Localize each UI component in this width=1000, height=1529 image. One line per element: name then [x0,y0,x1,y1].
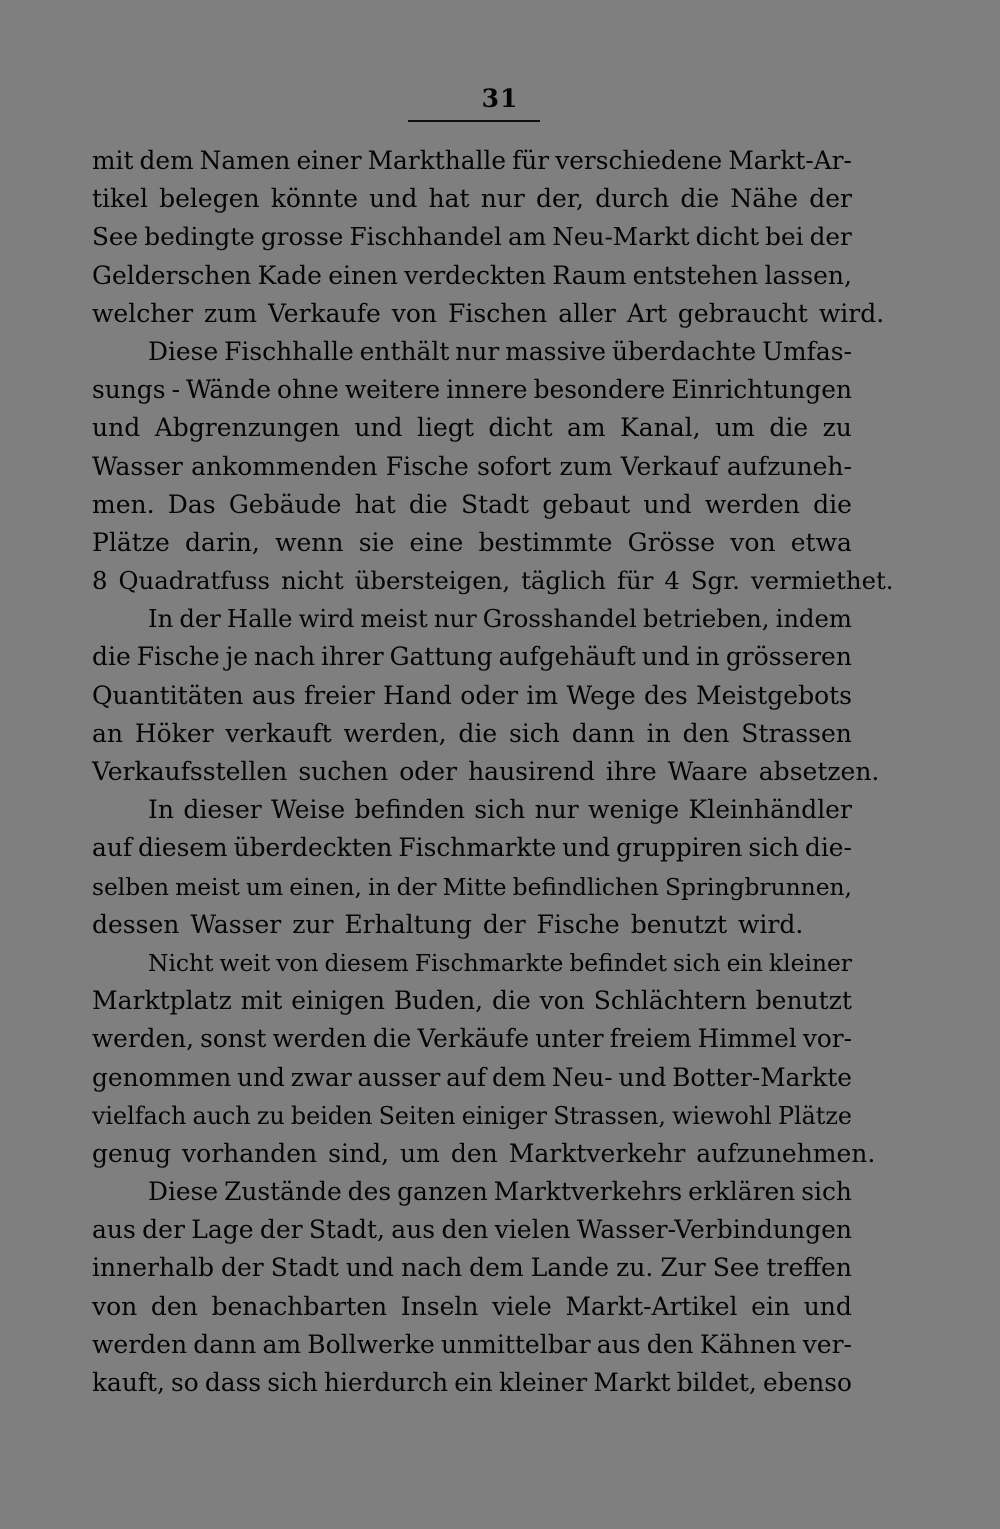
text-line: aus der Lage der Stadt, aus den vielen Wasser-Verbindungen [92,1215,852,1245]
paragraph-6 [92,1173,852,1402]
text-line: Marktplatz mit einigen Buden, die von Schlächtern benutzt [92,986,852,1016]
text-line: Plätze darin, wenn sie eine bestimmte Grösse von etwa [92,527,852,557]
text-line: mit dem Namen einer Markthalle für verschiedene Markt-Ar- [92,146,852,175]
text-line: Quantitäten aus freier Hand oder im Wege des Meistgebots [92,680,852,710]
text-line: 8 Quadratfuss nicht übersteigen, täglich für 4 Sgr. vermiethet. [92,566,894,596]
text-line: und Abgrenzungen und liegt dicht am Kanal, um die zu [92,413,852,443]
paragraph-3 [92,600,880,791]
page-number: 31 [481,84,519,113]
paragraph-4 [92,791,852,944]
text-line: die Fische je nach ihrer Gattung aufgehäuft und in grösseren [92,642,852,672]
text-line: an Höker verkauft werden, die sich dann in den Strassen [92,718,852,748]
text-line: innerhalb der Stadt und nach dem Lande zu. Zur See treffen [92,1253,852,1283]
text-line: werden dann am Bollwerke unmittelbar aus den Kähnen ver- [92,1329,852,1359]
text-line: men. Das Gebäude hat die Stadt gebaut und werden die [92,489,852,519]
text-line: Diese Zustände des ganzen Marktverkehrs erklären sich [148,1177,852,1207]
paragraph-1 [92,142,885,333]
text-line: In der Halle wird meist nur Grosshandel betrieben, indem [148,604,852,634]
paragraph-2 [92,333,894,600]
text-line: selben meist um einen, in der Mitte befindlichen Springbrunnen, [92,872,852,901]
text-line: auf diesem überdeckten Fischmarkte und gruppiren sich die- [92,833,852,863]
text-line: sungs - Wände ohne weitere innere besondere Einrichtungen [92,375,852,405]
text-line: See bedingte grosse Fischhandel am Neu-Markt dicht bei der [92,222,852,252]
paragraph-5 [92,944,876,1173]
text-line: Wasser ankommenden Fische sofort zum Verkauf aufzuneh- [92,451,852,481]
text-line: dessen Wasser zur Erhaltung der Fische benutzt wird. [92,909,804,939]
text-line: kauft, so dass sich hierdurch ein kleiner Markt bildet, ebenso [92,1368,852,1397]
text-line: Diese Fischhalle enthält nur massive überdachte Umfas- [148,336,852,366]
text-line: welcher zum Verkaufe von Fischen aller Art gebraucht wird. [92,298,885,328]
text-line: vielfach auch zu beiden Seiten einiger Strassen, wiewohl Plätze [92,1101,852,1130]
text-line: Nicht weit von diesem Fischmarkte befindet sich ein kleiner [148,948,852,977]
text-line: von den benachbarten Inseln viele Markt-Artikel ein und [92,1291,852,1321]
text-line: werden, sonst werden die Verkäufe unter freiem Himmel vor- [92,1024,852,1054]
text-line: tikel belegen könnte und hat nur der, durch die Nähe der [92,184,852,214]
text-line: genommen und zwar ausser auf dem Neu- und Botter-Markte [92,1062,852,1092]
text-line: In dieser Weise befinden sich nur wenige Kleinhändler [148,795,852,825]
text-line: Gelderschen Kade einen verdeckten Raum entstehen lassen, [92,260,852,290]
text-line: Verkaufsstellen suchen oder hausirend ihre Waare absetzen. [92,757,880,786]
header-rule [408,120,540,122]
text-body [92,142,894,1402]
text-line: genug vorhanden sind, um den Marktverkehr aufzunehmen. [92,1138,876,1168]
